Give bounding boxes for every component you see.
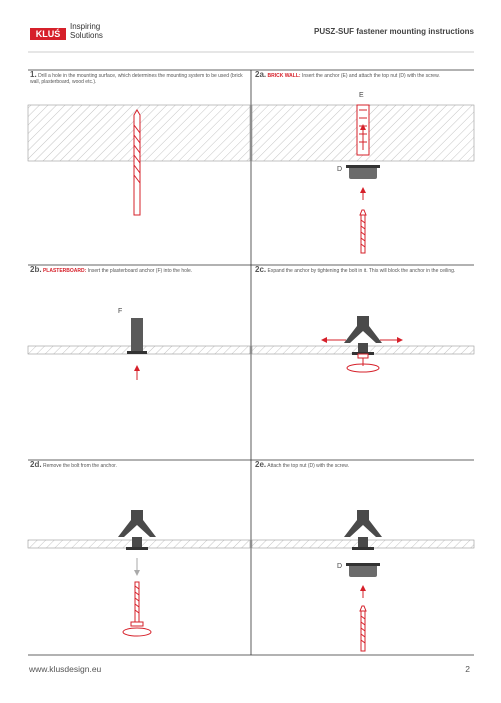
- footer-url: www.klusdesign.eu: [29, 664, 102, 674]
- step-number: 1.: [30, 70, 37, 79]
- panel-1-drawing: [28, 105, 250, 215]
- logo-line-2: Solutions: [70, 31, 103, 40]
- part-label-f: F: [118, 308, 123, 315]
- part-label-e: E: [359, 92, 364, 99]
- step-2e-caption: [255, 462, 470, 469]
- part-label-d: D: [337, 166, 343, 173]
- step-text: Insert the plasterboard anchor (F) into the hole.: [87, 268, 193, 274]
- step-text: Insert the anchor (E) and attach the top nut (D) with the screw.: [301, 73, 440, 79]
- page-number: 2: [465, 664, 470, 674]
- step-text: Drill a hole in the mounting surface, which determines the mounting system to be used (brick wall, plasterboard, wood etc.).: [30, 73, 243, 85]
- step-2c-caption: [255, 267, 470, 274]
- logo-line-1: Inspiring: [70, 22, 101, 31]
- step-number: 2a.: [255, 70, 267, 79]
- part-label-d-2: D: [337, 563, 343, 570]
- step-2b-caption: [30, 267, 245, 274]
- step-number: 2b.: [30, 265, 42, 274]
- top-nut-d-icon: [346, 165, 380, 179]
- step-1-caption: [30, 72, 245, 85]
- panel-2d-drawing: [28, 510, 250, 636]
- step-text: Expand the anchor by tightening the bolt in it. This will block the anchor in the ceiling.: [267, 268, 456, 274]
- panel-2b-drawing: [28, 318, 250, 380]
- panel-2e-drawing: [252, 510, 474, 651]
- tighten-rotate-icon: [347, 354, 379, 372]
- document-title: PUSZ-SUF fastener mounting instructions: [313, 27, 474, 36]
- drill-bit-icon: [134, 110, 140, 215]
- screw-icon: [360, 188, 366, 253]
- step-number: 2d.: [30, 460, 42, 469]
- step-number: 2e.: [255, 460, 267, 469]
- screw-icon: [360, 586, 366, 651]
- step-text: Remove the bolt from the anchor.: [42, 463, 117, 469]
- step-keyword: BRICK WALL:: [267, 73, 301, 79]
- step-text: Attach the top nut (D) with the screw.: [267, 463, 349, 469]
- step-keyword: PLASTERBOARD:: [42, 268, 87, 274]
- panel-2c-drawing: [252, 316, 474, 372]
- bolt-icon: [123, 582, 151, 636]
- step-number: 2c.: [255, 265, 267, 274]
- panel-2a-drawing: [252, 105, 474, 253]
- step-2d-caption: [30, 462, 245, 469]
- step-2a-caption: [255, 72, 470, 79]
- logo-badge: KLUŚ: [30, 28, 66, 40]
- top-nut-d-icon: [346, 563, 380, 577]
- anchor-e-icon: [357, 105, 369, 155]
